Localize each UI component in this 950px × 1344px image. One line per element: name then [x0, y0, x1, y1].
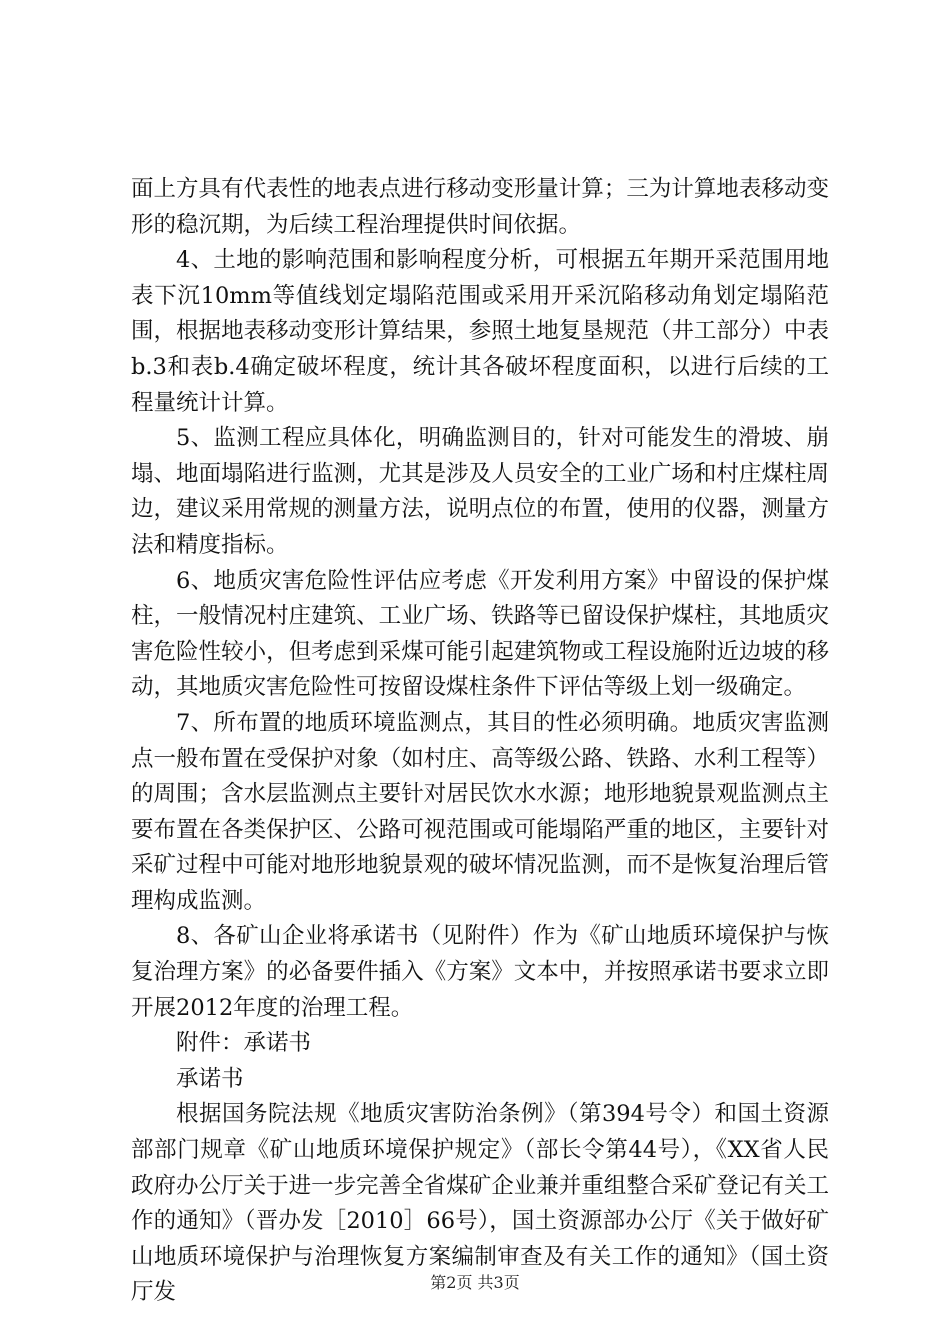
document-body [131, 172, 829, 1311]
paragraph-item-5: 5、监测工程应具体化，明确监测目的，针对可能发生的滑坡、崩塌、地面塌陷进行监测，尤其是涉及人员安全的工业广场和村庄煤柱周边，建议采用常规的测量方法，说明点位的布置，使用的仪器，测量方法和精度指标。 [131, 425, 829, 558]
pledge-paragraph: 根据国务院法规《地质灾害防治条例》（第394号令）和国土资源部部门规章《矿山地质环境保护规定》（部长令第44号），《XX省人民政府办公厅关于进一步完善全省煤矿企业兼并重组整合采矿登记有关工作的通知》（晋办发［2010］66号），国土资源部办公厅《关于做好矿山地质环境保护与治理恢复方案编制审查及有关工作的通知》（国土资厅发 [131, 1101, 829, 1306]
pledge-heading: 承诺书 [176, 1065, 244, 1092]
paragraph-item-7: 7、所布置的地质环境监测点，其目的性必须明确。地质灾害监测点一般布置在受保护对象（如村庄、高等级公路、铁路、水利工程等）的周围；含水层监测点主要针对居民饮水水源；地形地貌景观监测点主要布置在各类保护区、公路可视范围或可能塌陷严重的地区，主要针对采矿过程中可能对地形地貌景观的破坏情况监测，而不是恢复治理后管理构成监测。 [131, 709, 829, 914]
paragraph-item-8: 8、各矿山企业将承诺书（见附件）作为《矿山地质环境保护与恢复治理方案》的必备要件插入《方案》文本中，并按照承诺书要求立即开展2012年度的治理工程。 [131, 923, 829, 1021]
paragraph-item-4: 4、土地的影响范围和影响程度分析，可根据五年期开采范围用地表下沉10mm等值线划定塌陷范围或采用开采沉陷移动角划定塌陷范围，根据地表移动变形计算结果，参照土地复垦规范（井工部分）中表b.3和表b.4确定破坏程度，统计其各破坏程度面积，以进行后续的工程量统计计算。 [131, 247, 829, 416]
paragraph-continuation: 面上方具有代表性的地表点进行移动变形量计算；三为计算地表移动变形的稳沉期，为后续工程治理提供时间依据。 [131, 176, 829, 238]
attachment-label: 附件：承诺书 [176, 1030, 312, 1057]
paragraph-item-6: 6、地质灾害危险性评估应考虑《开发利用方案》中留设的保护煤柱，一般情况村庄建筑、工业广场、铁路等已留设保护煤柱，其地质灾害危险性较小，但考虑到采煤可能引起建筑物或工程设施附近边坡的移动，其地质灾害危险性可按留设煤柱条件下评估等级上划一级确定。 [131, 567, 829, 701]
page-footer: 第2页 共3页 [430, 1273, 520, 1292]
